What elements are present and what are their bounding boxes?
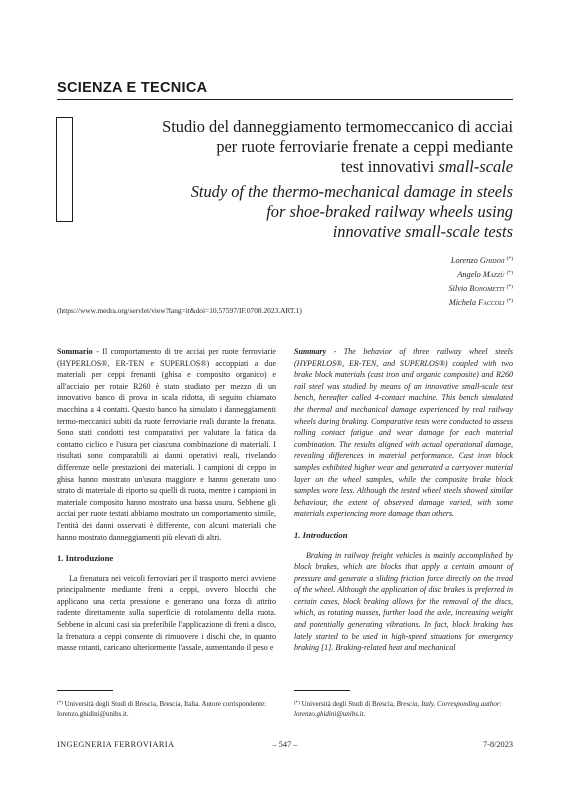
author: Silvio Bonometti (*): [448, 284, 513, 293]
summary-label: Summary: [294, 347, 327, 356]
decorative-frame: [56, 117, 73, 222]
page-number: – 547 –: [272, 740, 298, 749]
title-english-line: for shoe-braked railway wheels using: [266, 202, 513, 221]
author-list: [448, 253, 513, 309]
sommario-paragraph: [57, 346, 276, 543]
doi-link[interactable]: (https://www.medra.org/servlet/view?lang=it&doi=10.57597/IF.0708.2023.ART.1): [57, 306, 302, 315]
intro-heading-en: 1. Introduction: [294, 529, 348, 540]
footnote-rule-left: [57, 690, 113, 691]
title-italian-line: Studio del danneggiamento termomeccanico di acciai: [162, 117, 513, 136]
english-column: [294, 346, 513, 654]
intro-heading-it: 1. Introduzione: [57, 553, 114, 564]
title-english: [103, 182, 513, 242]
title-italian-line: per ruote ferroviarie frenate a ceppi mediante: [216, 137, 513, 156]
section-rule: [57, 99, 513, 100]
author: Angelo Mazzù (*): [457, 270, 513, 279]
author: Michela Faccoli (*): [448, 298, 513, 307]
summary-text: - The behavior of three railway wheel steels (HYPERLOS®, ER-TEN, and SUPERLOS®) coupled with two brake block materials (cast iron and organic composite) and R260 rail steel was studied by means of an innovative small-scale test bench, hereafter called 4-contact machine. This bench simulated the thermal and mechanical damage experienced by real railway wheels during braking. Comparative tests were conducted to assess rolling contact fatigue and wear damage for each material combination. The results aligned with actual operational damage, revealing differences in material performance. Cast iron block samples exhibited higher wear and generated a carryover material layer on the wheel samples, while the composite brake block samples wore less. Although the tested wheel steels showed similar behaviour, the extent of observed damage varied, with some materials experiencing more damage than others.: [294, 347, 513, 519]
title-english-line: innovative small-scale tests: [332, 222, 513, 241]
journal-name: INGEGNERIA FERROVIARIA: [57, 740, 175, 749]
summary-paragraph: [294, 346, 513, 520]
italian-column: [57, 346, 276, 654]
title-italian: [103, 117, 513, 177]
section-heading: SCIENZA E TECNICA: [57, 80, 208, 96]
intro-text-it: La frenatura nei veicoli ferroviari per il trasporto merci avviene principalmente mediante freni a ceppi, ovvero blocchi che applicano una certa pressione e generano una forza di attrito radente direttamente sulla superficie di rotolamento della ruota. Sebbene in alcuni casi sia preferibile l'applicazione di freni a disco, la frenatura a ceppi consente di rimuovere i dischi che, in quanto masse rotanti, caricano ulteriormente l'assale, aumentando il peso e: [57, 573, 276, 653]
title-italian-text: test innovativi: [340, 157, 439, 176]
title-english-line: Study of the thermo-mechanical damage in steels: [190, 182, 513, 201]
footnote-italian: (*) Università degli Studi di Brescia, Brescia, Italia. Autore corrispondente: lorenzo.ghidini@unibs.it.: [57, 700, 267, 718]
author: Lorenzo Ghidini (*): [450, 256, 513, 265]
footnote-rule-right: [294, 690, 350, 691]
sommario-text: - Il comportamento di tre acciai per ruote ferroviarie (HYPERLOS®, ER-TEN e SUPERLOS®) accoppiati a due materiali per ceppi frenanti (ghisa e composito organico) e all'acciaio per rotaie R260 è stato studiato per mezzo di un innovativo banco di prova in scala ridotta, di seguito chiamato macchina a 4 contatti. Questo banco ha simulato i danneggiamenti termo-meccanici subiti da ruote ferroviarie reali durante la frenata. Sono stati condotti test comparativi per valutare la fatica da contatto ciclico e l'usura per ciascuna combinazione di materiali. I risultati sono comparabili ai danni operativi reali, rivelando differenze nelle prestazioni dei materiali. I campioni di ceppo in ghisa hanno mostrato un'usura maggiore e hanno generato uno strato di materiale di riporto su quelli di ruota, mentre i campioni in materiale composito hanno mostrato una bassa usura. Sebbene gli acciai per ruote testati abbiamo mostrato un comportamento simile, l'entità dei danni osservati è differente, con alcuni materiali che hanno mostrato danneggiamenti più elevati di altri.: [57, 347, 276, 542]
sommario-label: Sommario: [57, 347, 93, 356]
footnote-english: (*) Università degli Studi di Brescia, Brescia, Italy. Corresponding author: lorenzo.ghidini@unibs.it.: [294, 700, 502, 718]
issue-number: 7-8/2023: [483, 740, 513, 749]
title-italian-line: [103, 157, 513, 177]
title-italian-emphasis: small-scale: [438, 157, 513, 176]
intro-text-en: Braking in railway freight vehicles is mainly accomplished by block brakes, which are blocks that apply a certain amount of pressure and generate a sliding friction force directly on the tread of the wheel. Although the application of disc brakes is preferred in certain cases, block braking allows for the removal of the discs, which, as rotating masses, further load the axle, increasing weight and potentially generating vibrations. In fact, block braking has lately started to be used in high-speed situations for emergency braking [1]. Braking-related heat and mechanical: [294, 550, 513, 653]
